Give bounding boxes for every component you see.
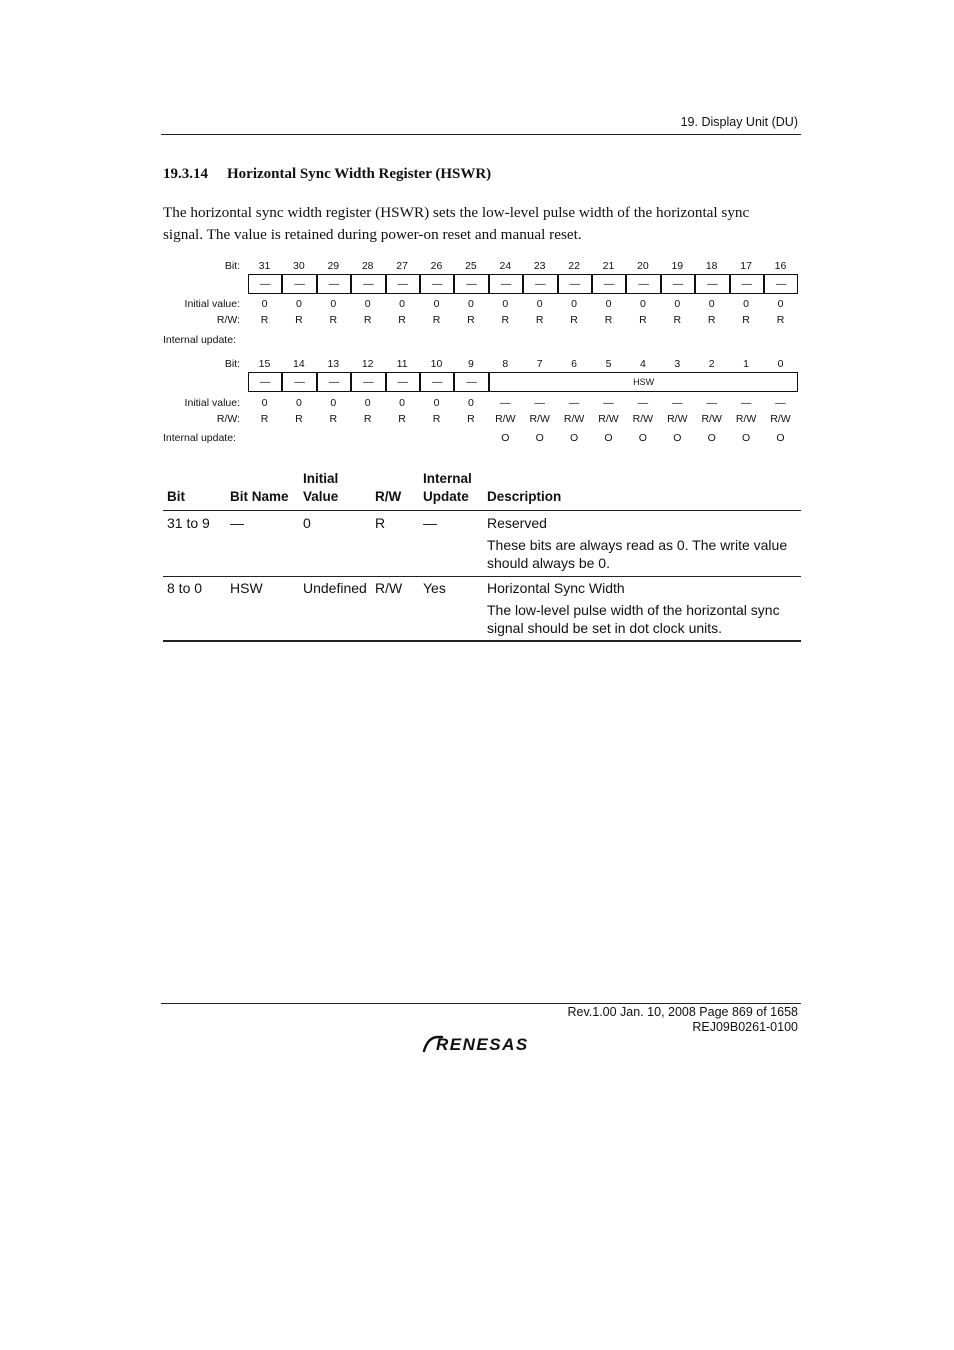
rw-label-lower: R/W: xyxy=(216,413,240,425)
bit-number: 9 xyxy=(467,358,474,370)
bit-number: 13 xyxy=(327,358,340,370)
initial-value: 0 xyxy=(399,397,406,409)
initial-value: 0 xyxy=(708,298,715,310)
initial-value: 0 xyxy=(467,397,474,409)
bit-number: 23 xyxy=(533,260,546,272)
th-bit-name: Bit Name xyxy=(230,489,289,504)
rw-value: R/W xyxy=(735,413,757,425)
initial-value: 0 xyxy=(502,298,509,310)
footer-revision xyxy=(567,1005,798,1035)
rw-value: R xyxy=(707,314,716,326)
initial-value: 0 xyxy=(433,397,440,409)
bit-number: 0 xyxy=(777,358,784,370)
rw-value: R xyxy=(673,314,682,326)
bit-number: 25 xyxy=(465,260,477,272)
reserved-bit-cell: — xyxy=(420,274,454,294)
rw-value: R xyxy=(467,413,475,425)
reserved-bit-cell: — xyxy=(730,274,764,294)
initial-value: — xyxy=(568,397,580,409)
rw-value: R xyxy=(639,314,647,326)
rw-value: R/W xyxy=(667,413,688,425)
row1-desc-title: Reserved xyxy=(487,515,547,531)
th-initial-line2: Value xyxy=(303,489,339,504)
row1-rw: R xyxy=(375,515,386,531)
initial-value: 0 xyxy=(433,298,440,310)
initial-value: 0 xyxy=(295,397,302,409)
reserved-bit-cell: — xyxy=(523,274,557,294)
internal-update-mark: O xyxy=(535,432,544,444)
initial-value: — xyxy=(740,397,752,409)
internal-update-mark: O xyxy=(501,432,510,444)
initial-value: 0 xyxy=(364,298,371,310)
row1-update: — xyxy=(423,515,437,531)
row1-desc-line1: These bits are always read as 0. The write value xyxy=(487,537,788,553)
rw-value: R/W xyxy=(770,413,791,425)
internal-update-mark: O xyxy=(776,432,785,444)
bit-number: 2 xyxy=(708,358,715,370)
th-initial xyxy=(303,470,338,506)
bit-number: 8 xyxy=(502,358,509,370)
rw-value: R xyxy=(329,413,338,425)
bit-number: 20 xyxy=(637,260,649,272)
initial-value: 0 xyxy=(295,298,302,310)
hsw-field: HSW xyxy=(489,372,799,392)
reserved-bit-cell: — xyxy=(282,372,316,392)
th-bit: Bit xyxy=(167,489,185,504)
bit-number: 14 xyxy=(293,358,305,370)
rw-value: R xyxy=(295,413,303,425)
header-rule xyxy=(161,134,801,135)
bit-number: 30 xyxy=(293,260,305,272)
reserved-bit-cell: — xyxy=(420,372,454,392)
bit-number: 12 xyxy=(361,358,374,370)
row2-name: HSW xyxy=(230,580,263,596)
initial-value: 0 xyxy=(743,298,750,310)
row1-bit: 31 to 9 xyxy=(167,515,210,531)
bit-number: 3 xyxy=(674,358,681,370)
renesas-logo xyxy=(422,1033,542,1060)
rw-value: R xyxy=(363,413,372,425)
initial-value: 0 xyxy=(467,298,474,310)
reserved-bit-cell: — xyxy=(317,274,351,294)
initial-value: 0 xyxy=(639,298,646,310)
initial-value: — xyxy=(672,397,683,409)
reserved-bit-cell: — xyxy=(592,274,626,294)
bit-number: 31 xyxy=(258,260,271,272)
reserved-bit-cell: — xyxy=(454,372,488,392)
internal-update-mark: O xyxy=(673,432,682,444)
initial-value: 0 xyxy=(364,397,371,409)
internal-update-mark: O xyxy=(604,432,613,444)
footer-rev-line: Rev.1.00 Jan. 10, 2008 Page 869 of 1658 xyxy=(567,1005,798,1019)
rw-value: R xyxy=(329,314,338,326)
rw-value: R/W xyxy=(598,413,619,425)
section-title xyxy=(163,166,491,183)
rw-value: R xyxy=(260,314,269,326)
rw-value: R xyxy=(432,314,441,326)
rw-value: R xyxy=(260,413,269,425)
row2-bit: 8 to 0 xyxy=(167,580,203,596)
th-initial-line1: Initial xyxy=(303,471,339,486)
section-title-text: Horizontal Sync Width Register (HSWR) xyxy=(227,166,492,182)
initial-value: 0 xyxy=(777,298,784,310)
reserved-bit-cell: — xyxy=(317,372,351,392)
paragraph-line-1: The horizontal sync width register (HSWR) sets the low-level pulse width of the horizontal sync xyxy=(163,204,750,221)
renesas-logo-text: RENESAS xyxy=(436,1035,529,1054)
initial-label-lower: Initial value: xyxy=(184,397,240,409)
initial-value: — xyxy=(534,397,545,409)
rw-value: R/W xyxy=(701,413,722,425)
bit-number: 1 xyxy=(743,358,750,370)
rw-value: R xyxy=(501,314,510,326)
reserved-bit-cell: — xyxy=(248,274,282,294)
reserved-bit-cell: — xyxy=(386,372,420,392)
table-header-rule xyxy=(163,510,801,511)
th-description: Description xyxy=(487,489,562,504)
bit-label-upper: Bit: xyxy=(224,260,240,272)
initial-value: — xyxy=(775,397,786,409)
internal-update-mark: O xyxy=(638,432,647,444)
reserved-bit-cell: — xyxy=(282,274,316,294)
bit-number: 6 xyxy=(571,358,578,370)
row1-desc-line2: should always be 0. xyxy=(487,555,610,571)
rw-value: R xyxy=(295,314,303,326)
row1-name: — xyxy=(230,515,244,531)
rw-value: R/W xyxy=(563,413,585,425)
bit-number: 18 xyxy=(705,260,718,272)
reserved-bit-cell: — xyxy=(386,274,420,294)
bit-number: 10 xyxy=(430,358,443,370)
reserved-bit-cell: — xyxy=(661,274,695,294)
reserved-bit-cell: — xyxy=(454,274,488,294)
bit-number: 7 xyxy=(536,358,543,370)
reserved-bit-cell: — xyxy=(489,274,523,294)
bit-number: 28 xyxy=(361,260,374,272)
rw-value: R xyxy=(570,314,578,326)
bit-number: 17 xyxy=(740,260,752,272)
initial-value: 0 xyxy=(674,298,681,310)
reserved-bit-cell: — xyxy=(351,372,385,392)
initial-value: 0 xyxy=(330,397,337,409)
internal-update-mark: O xyxy=(570,432,579,444)
rw-value: R/W xyxy=(632,413,654,425)
bit-label-lower: Bit: xyxy=(224,358,240,370)
initial-value: 0 xyxy=(261,397,268,409)
bit-number: 5 xyxy=(605,358,612,370)
initial-label-upper: Initial value: xyxy=(184,298,240,310)
internal-label-upper: Internal update: xyxy=(163,334,236,346)
section-paragraph xyxy=(163,202,803,245)
paragraph-line-2: signal. The value is retained during power-on reset and manual reset. xyxy=(163,225,582,243)
initial-value: 0 xyxy=(536,298,543,310)
rw-value: R xyxy=(742,314,750,326)
bit-number: 4 xyxy=(639,358,646,370)
rw-label-upper: R/W: xyxy=(216,314,240,326)
internal-label-lower: Internal update: xyxy=(163,432,236,444)
renesas-logo-icon xyxy=(422,1033,542,1055)
row1-initial: 0 xyxy=(303,515,311,531)
reserved-bit-cell: — xyxy=(626,274,660,294)
th-internal-line2: Update xyxy=(423,489,469,504)
bit-number: 29 xyxy=(327,260,340,272)
bit-number: 15 xyxy=(258,358,271,370)
initial-value: — xyxy=(500,397,511,409)
internal-update-mark: O xyxy=(742,432,751,444)
bit-number: 21 xyxy=(602,260,615,272)
section-number: 19.3.14 xyxy=(163,166,208,182)
rw-value: R xyxy=(432,413,441,425)
table-row-rule xyxy=(163,576,801,577)
bit-number: 11 xyxy=(396,358,408,370)
bit-number: 24 xyxy=(499,260,512,272)
row2-desc-line1: The low-level pulse width of the horizontal sync xyxy=(487,602,780,618)
th-internal xyxy=(423,470,472,506)
th-rw: R/W xyxy=(375,489,402,504)
rw-value: R xyxy=(535,314,544,326)
footer-rule xyxy=(161,1003,801,1004)
initial-value: 0 xyxy=(330,298,337,310)
reserved-bit-cell: — xyxy=(764,274,798,294)
initial-value: — xyxy=(637,397,649,409)
initial-value: 0 xyxy=(571,298,578,310)
bit-number: 22 xyxy=(568,260,580,272)
initial-value: 0 xyxy=(605,298,612,310)
rw-value: R/W xyxy=(529,413,550,425)
rw-value: R xyxy=(776,314,785,326)
rw-value: R xyxy=(398,413,406,425)
reserved-bit-cell: — xyxy=(248,372,282,392)
bit-number: 26 xyxy=(430,260,443,272)
row2-desc-title: Horizontal Sync Width xyxy=(487,580,625,596)
bit-number: 19 xyxy=(671,260,684,272)
bit-number: 27 xyxy=(396,260,408,272)
bit-number: 16 xyxy=(774,260,787,272)
rw-value: R xyxy=(363,314,372,326)
initial-value: 0 xyxy=(399,298,406,310)
table-bottom-rule xyxy=(163,640,801,642)
row2-desc-line2: signal should be set in dot clock units. xyxy=(487,620,723,636)
rw-value: R xyxy=(467,314,475,326)
internal-update-mark: O xyxy=(707,432,716,444)
footer-doc-number: REJ09B0261-0100 xyxy=(692,1020,798,1034)
chapter-header: 19. Display Unit (DU) xyxy=(680,115,798,129)
row2-rw: R/W xyxy=(375,580,403,596)
reserved-bit-cell: — xyxy=(351,274,385,294)
th-internal-line1: Internal xyxy=(423,471,472,486)
reserved-bit-cell: — xyxy=(695,274,729,294)
initial-value: — xyxy=(603,397,614,409)
initial-value: — xyxy=(706,397,717,409)
row2-initial: Undefined xyxy=(303,580,367,596)
reserved-bit-cell: — xyxy=(558,274,592,294)
rw-value: R xyxy=(398,314,406,326)
rw-value: R xyxy=(604,314,613,326)
rw-value: R/W xyxy=(495,413,516,425)
initial-value: 0 xyxy=(261,298,268,310)
row2-update: Yes xyxy=(423,580,446,596)
